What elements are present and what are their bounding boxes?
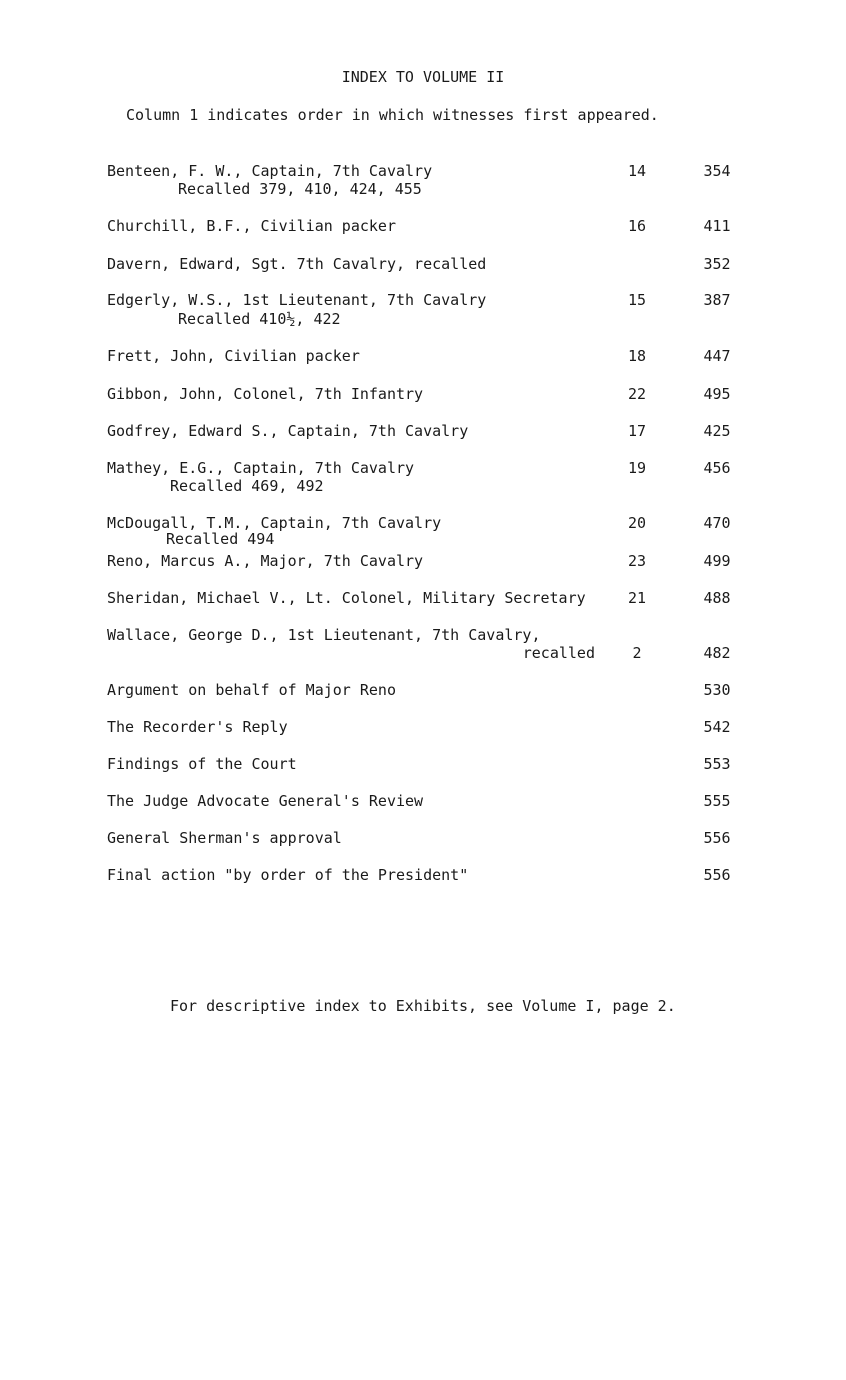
index-entry	[107, 552, 747, 576]
entry-order-number: 16	[627, 217, 647, 235]
entry-page-number: 555	[703, 792, 731, 810]
index-entry	[107, 217, 747, 241]
entry-page-number: 482	[703, 644, 731, 662]
page-subtitle: Column 1 indicates order in which witnesses first appeared.	[126, 106, 659, 124]
index-entry	[107, 866, 747, 890]
entry-order-number: 14	[627, 162, 647, 180]
entry-name: The Recorder's Reply	[107, 718, 288, 736]
entry-name: Mathey, E.G., Captain, 7th Cavalry	[107, 459, 415, 477]
entry-name: Gibbon, John, Colonel, 7th Infantry	[107, 385, 424, 403]
index-entry	[107, 755, 747, 779]
entry-name: Benteen, F. W., Captain, 7th Cavalry	[107, 162, 433, 180]
entry-order-number: 2	[632, 644, 642, 662]
entry-recalled-pages: Recalled 379, 410, 424, 455	[178, 180, 422, 198]
entry-recalled-pages: Recalled 469, 492	[170, 477, 324, 495]
index-entry	[107, 422, 747, 446]
index-entry	[107, 347, 747, 371]
entry-page-number: 447	[703, 347, 731, 365]
index-entry	[107, 385, 747, 409]
entry-page-number: 387	[703, 291, 731, 309]
exhibits-footnote: For descriptive index to Exhibits, see Volume I, page 2.	[170, 997, 676, 1015]
entry-name: Wallace, George D., 1st Lieutenant, 7th Cavalry,	[107, 626, 541, 644]
entry-order-number: 22	[627, 385, 647, 403]
entry-page-number: 352	[703, 255, 731, 273]
entry-order-number: 19	[627, 459, 647, 477]
entry-name: Davern, Edward, Sgt. 7th Cavalry, recalled	[107, 255, 487, 273]
entry-name: Frett, John, Civilian packer	[107, 347, 360, 365]
entry-order-number: 17	[627, 422, 647, 440]
entry-name: Reno, Marcus A., Major, 7th Cavalry	[107, 552, 424, 570]
index-entry	[107, 792, 747, 816]
entry-name: Churchill, B.F., Civilian packer	[107, 217, 396, 235]
entry-name: Argument on behalf of Major Reno	[107, 681, 396, 699]
entry-name: Findings of the Court	[107, 755, 297, 773]
entry-recalled-pages: Recalled 410½, 422	[178, 310, 341, 328]
entry-name: Godfrey, Edward S., Captain, 7th Cavalry	[107, 422, 469, 440]
entry-name: Sheridan, Michael V., Lt. Colonel, Military Secretary	[107, 589, 586, 607]
entry-name: General Sherman's approval	[107, 829, 342, 847]
entry-order-number: 21	[627, 589, 647, 607]
entry-order-number: 18	[627, 347, 647, 365]
entry-page-number: 553	[703, 755, 731, 773]
entry-page-number: 354	[703, 162, 731, 180]
index-entry	[107, 589, 747, 613]
entry-page-number: 542	[703, 718, 731, 736]
index-entry	[107, 681, 747, 705]
entry-page-number: 530	[703, 681, 731, 699]
entry-name: McDougall, T.M., Captain, 7th Cavalry	[107, 514, 442, 532]
entry-page-number: 456	[703, 459, 731, 477]
entry-page-number: 556	[703, 829, 731, 847]
entry-recalled-pages: Recalled 494	[166, 530, 275, 548]
entry-order-number: 15	[627, 291, 647, 309]
entry-page-number: 488	[703, 589, 731, 607]
entry-order-number: 23	[627, 552, 647, 570]
entry-name: Final action "by order of the President"	[107, 866, 469, 884]
entry-page-number: 470	[703, 514, 731, 532]
entry-name: The Judge Advocate General's Review	[107, 792, 424, 810]
index-entry	[107, 255, 747, 279]
entry-order-number: 20	[627, 514, 647, 532]
index-entry-continuation	[107, 644, 747, 668]
entry-page-number: 425	[703, 422, 731, 440]
entry-name: Edgerly, W.S., 1st Lieutenant, 7th Cavalry	[107, 291, 487, 309]
index-entry	[107, 718, 747, 742]
entry-page-number: 556	[703, 866, 731, 884]
entry-recalled-note: recalled	[522, 644, 595, 662]
index-entry	[107, 829, 747, 853]
page-title: INDEX TO VOLUME II	[341, 68, 505, 86]
entry-page-number: 495	[703, 385, 731, 403]
entry-page-number: 499	[703, 552, 731, 570]
entry-page-number: 411	[703, 217, 731, 235]
